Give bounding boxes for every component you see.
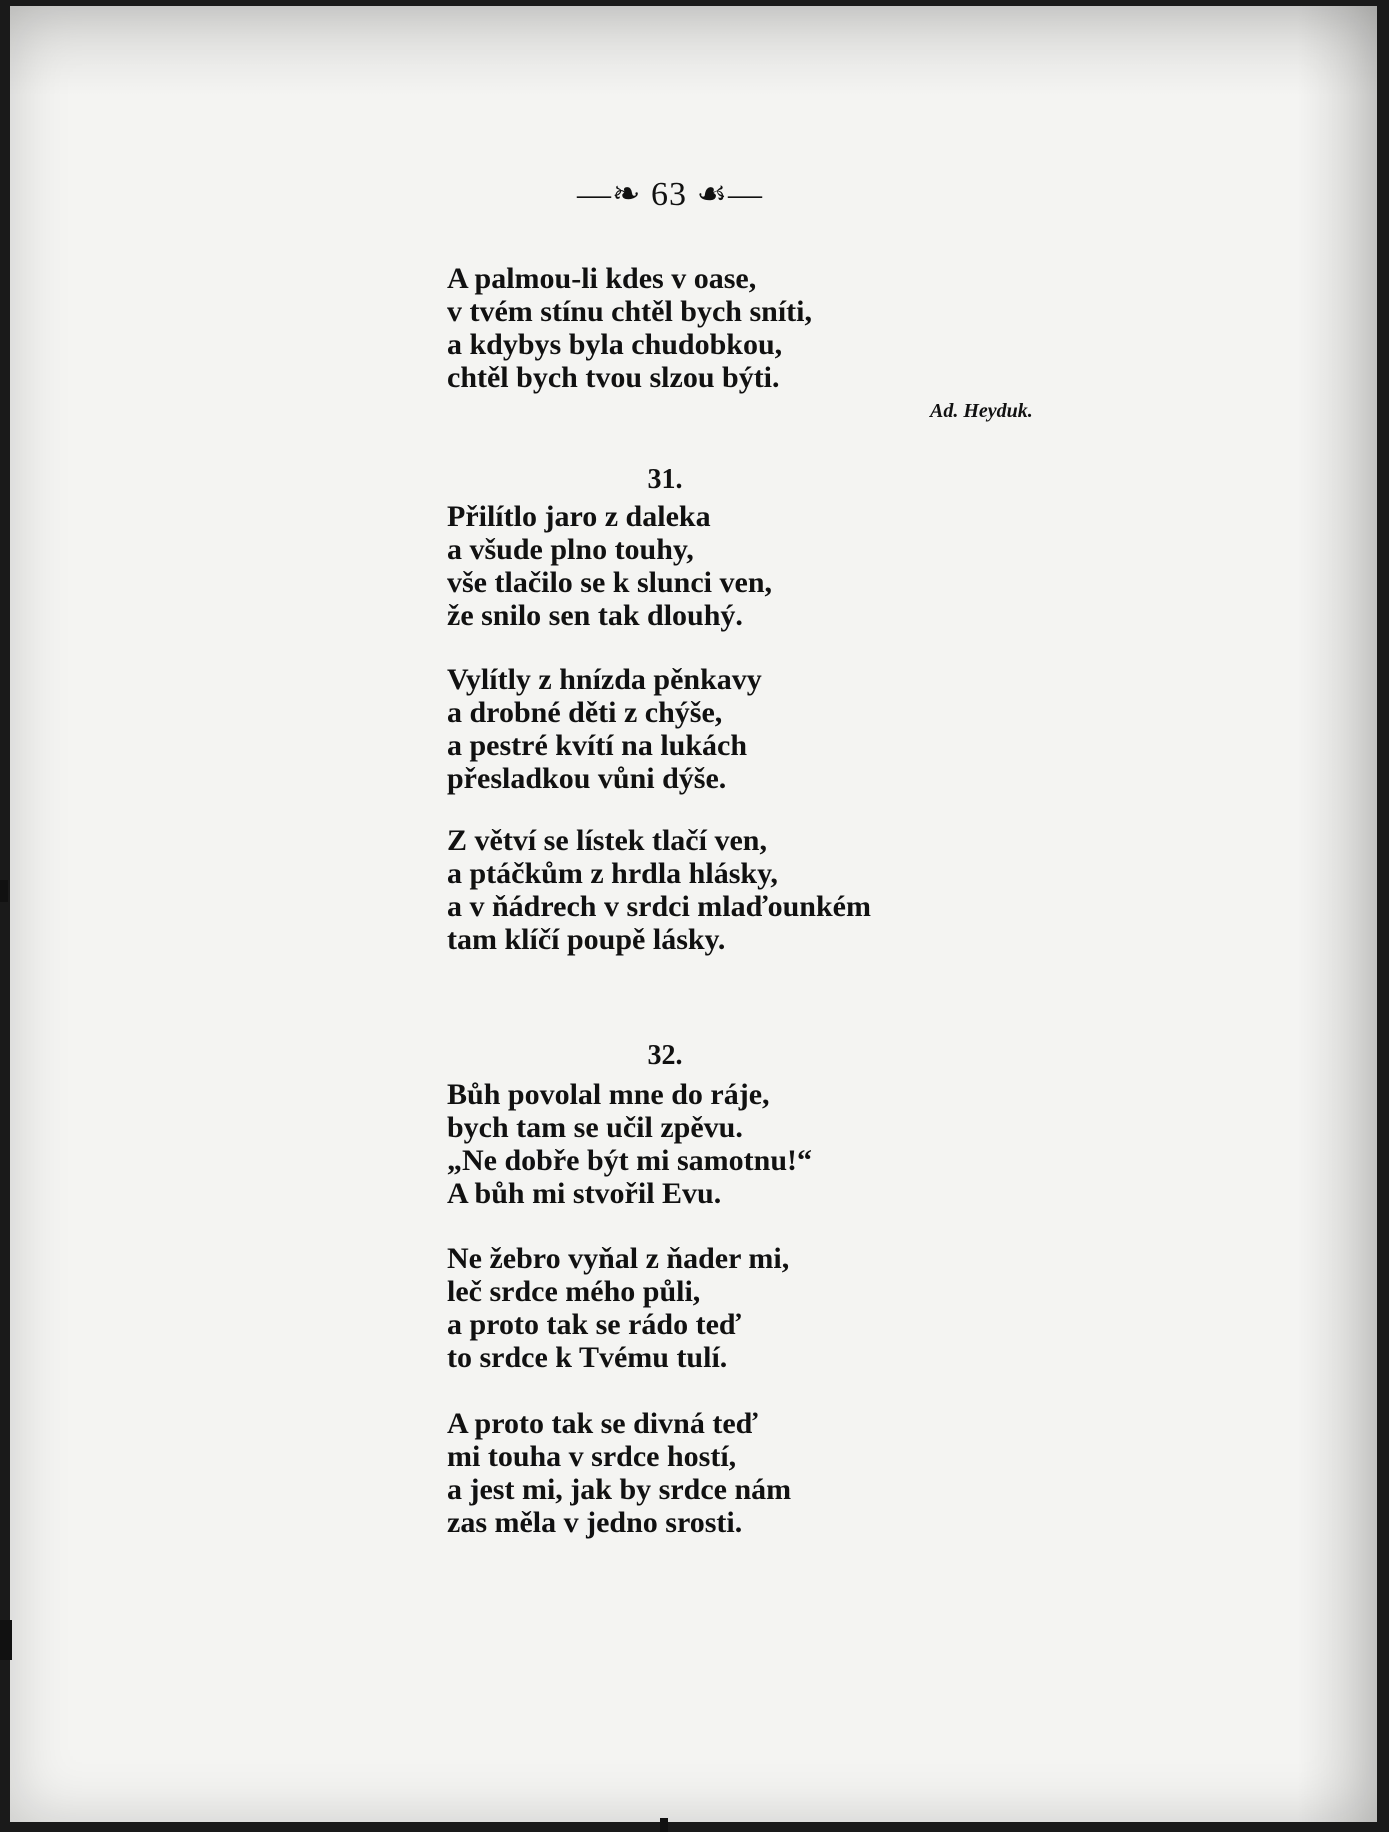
verse-line: Bůh povolal mne do ráje,: [447, 1078, 770, 1111]
verse-line: přesladkou vůni dýše.: [447, 762, 727, 795]
verse-line: vše tlačilo se k slunci ven,: [447, 566, 773, 599]
verse-line: že snilo sen tak dlouhý.: [447, 599, 743, 632]
scan-edge-mark: [0, 1620, 12, 1660]
verse-line: Přilítlo jaro z daleka: [447, 500, 711, 533]
verse-line: A bůh mi stvořil Evu.: [447, 1177, 722, 1210]
verse-line: tam klíčí poupě lásky.: [447, 923, 726, 956]
verse-line: leč srdce mého půli,: [447, 1275, 701, 1308]
poem-32-stanza-3: [447, 1407, 791, 1539]
verse-line: a jest mi, jak by srdce nám: [447, 1473, 792, 1506]
poem-31-stanza-3: [447, 824, 871, 956]
verse-line: A proto tak se divná teď: [447, 1407, 758, 1440]
poem-number-31: 31.: [647, 464, 683, 495]
book-page: [10, 6, 1377, 1822]
verse-line: a v ňádrech v srdci mlaďounkém: [447, 890, 871, 923]
author-attribution: Ad. Heyduk.: [930, 400, 1033, 422]
verse-line: Vylítly z hnízda pěnkavy: [447, 663, 762, 696]
poem-31-stanza-2: [447, 663, 762, 795]
scan-edge-mark: [0, 880, 8, 902]
poem-fragment: [447, 262, 812, 394]
verse-line: a drobné děti z chýše,: [447, 696, 723, 729]
page-number: —❧ 63 ☙—: [577, 176, 763, 213]
verse-line: a proto tak se rádo teď: [447, 1308, 741, 1341]
verse-line: Ne žebro vyňal z ňader mi,: [447, 1242, 790, 1275]
verse-line: bych tam se učil zpěvu.: [447, 1111, 743, 1144]
verse-line: chtěl bych tvou slzou býti.: [447, 361, 780, 394]
verse-line: Z větví se lístek tlačí ven,: [447, 824, 767, 857]
verse-line: a ptáčkům z hrdla hlásky,: [447, 857, 778, 890]
verse-line: zas měla v jedno srosti.: [447, 1506, 743, 1539]
verse-line: A palmou-li kdes v oase,: [447, 262, 757, 295]
poem-32-stanza-1: [447, 1078, 812, 1210]
verse-line: a všude plno touhy,: [447, 533, 694, 566]
verse-line: a kdybys byla chudobkou,: [447, 328, 783, 361]
poem-31-stanza-1: [447, 500, 772, 632]
poem-32-stanza-2: [447, 1242, 789, 1374]
verse-line: a pestré kvítí na lukách: [447, 729, 748, 762]
verse-line: mi touha v srdce hostí,: [447, 1440, 737, 1473]
verse-line: v tvém stínu chtěl bych sníti,: [447, 295, 813, 328]
verse-line: „Ne dobře být mi samotnu!“: [447, 1144, 812, 1177]
scan-edge-mark: [660, 1818, 668, 1832]
poem-number-32: 32.: [647, 1040, 683, 1071]
verse-line: to srdce k Tvému tulí.: [447, 1341, 728, 1374]
